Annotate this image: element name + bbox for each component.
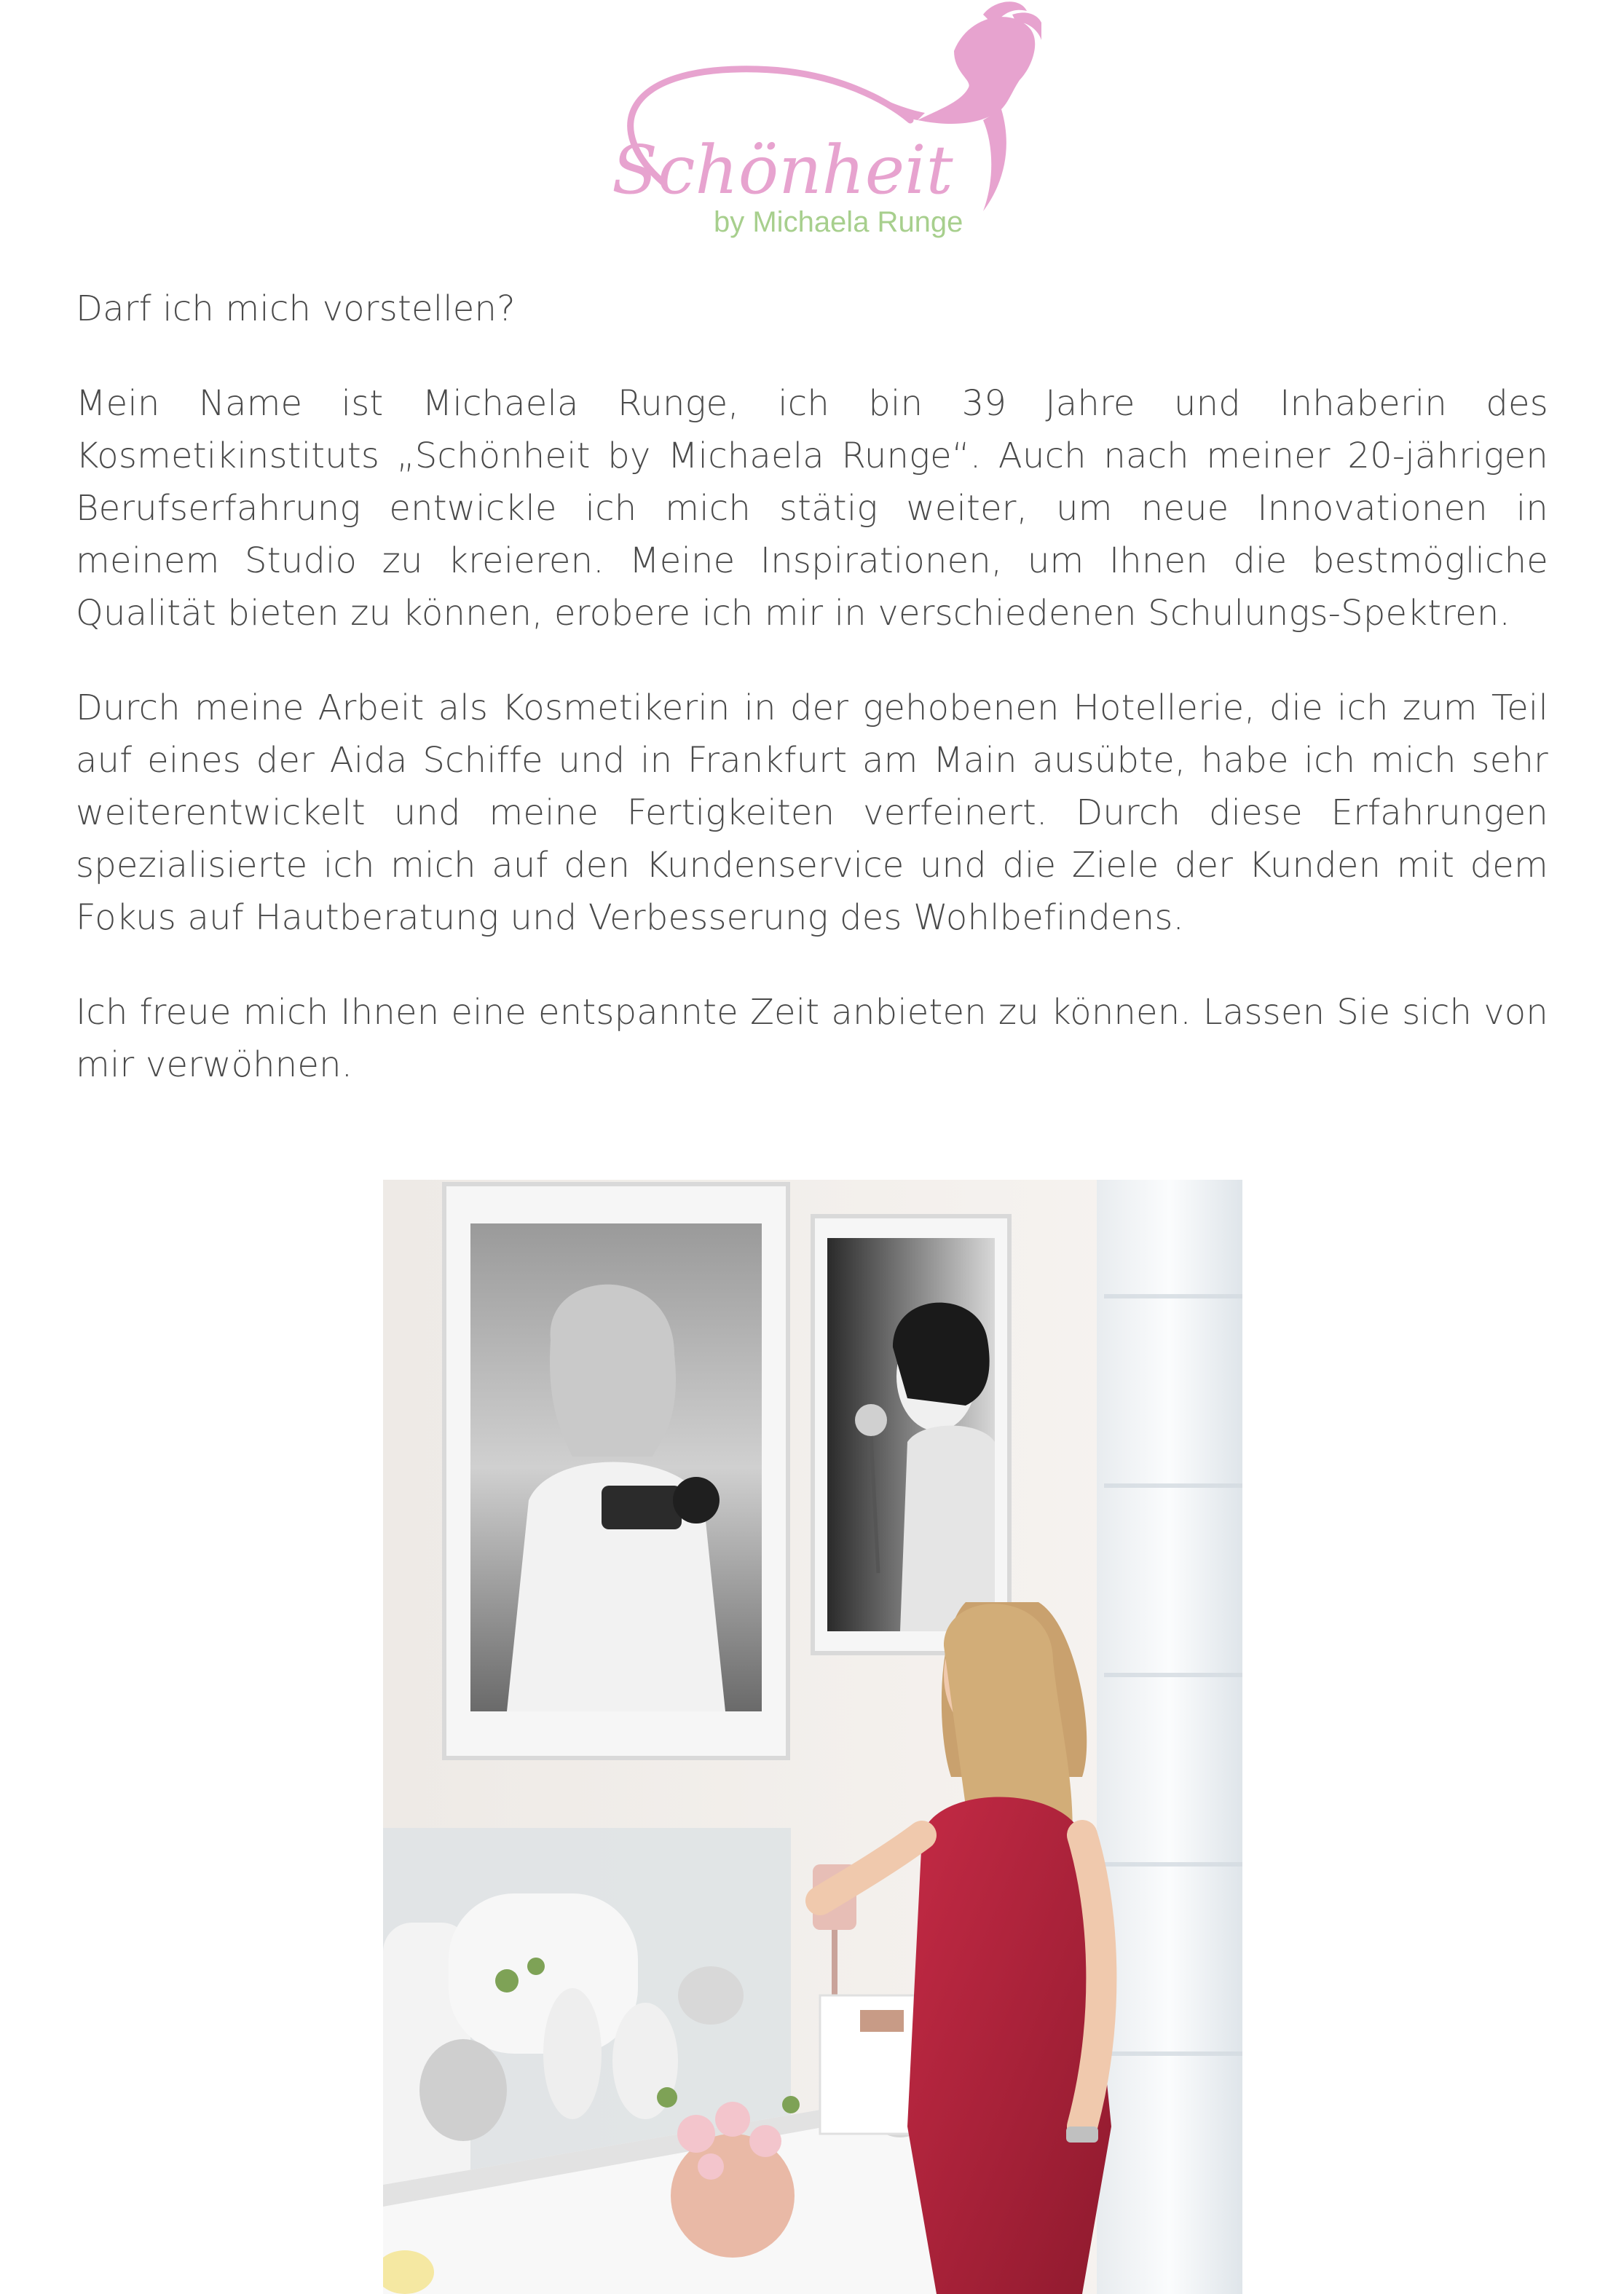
greeting-heading: Darf ich mich vorstellen? bbox=[76, 288, 516, 329]
studio-photo bbox=[383, 1180, 1242, 2294]
framed-print-left bbox=[444, 1184, 788, 1758]
logo-brand-text: Schönheit bbox=[612, 131, 953, 209]
closing-paragraph: Ich freue mich Ihnen eine entspannte Zeit anbieten zu können. Lassen Sie sich von mir verwöhnen. bbox=[76, 992, 1548, 1085]
studio-photo-illustration bbox=[383, 1180, 1242, 2294]
about-text bbox=[76, 283, 1548, 1133]
logo-tagline-text: by Michaela Runge bbox=[714, 206, 963, 238]
curtain bbox=[1097, 1180, 1242, 2294]
experience-paragraph: Durch meine Arbeit als Kosmetikerin in der gehobenen Hotellerie, die ich zum Teil auf eines der Aida Schiffe und in Frankfurt am Main ausübte, habe ich mich sehr weiterentwickelt und meine Fertigkeiten verfeinert. Durch diese Erfahrungen spezialisierte ich mich auf den Kundenservice und die Ziele der Kunden mit dem Fokus auf Hautberatung und Verbesserung des Wohlbefindens. bbox=[76, 687, 1548, 938]
brand-logo bbox=[575, 0, 1041, 248]
intro-paragraph: Mein Name ist Michaela Runge, ich bin 39 Jahre und Inhaberin des Kosmetikinstituts „Schönheit by Michaela Runge“. Auch nach meiner 20-jährigen Berufserfahrung entwickle ich mich stätig weiter, um neue Innovationen in meinem Studio zu kreieren. Meine Inspirationen, um Ihnen die bestmögliche Qualität bieten zu können, erobere ich mir in verschiedenen Schulungs-Spektren. bbox=[76, 383, 1548, 634]
framed-print-right bbox=[813, 1216, 1009, 1653]
